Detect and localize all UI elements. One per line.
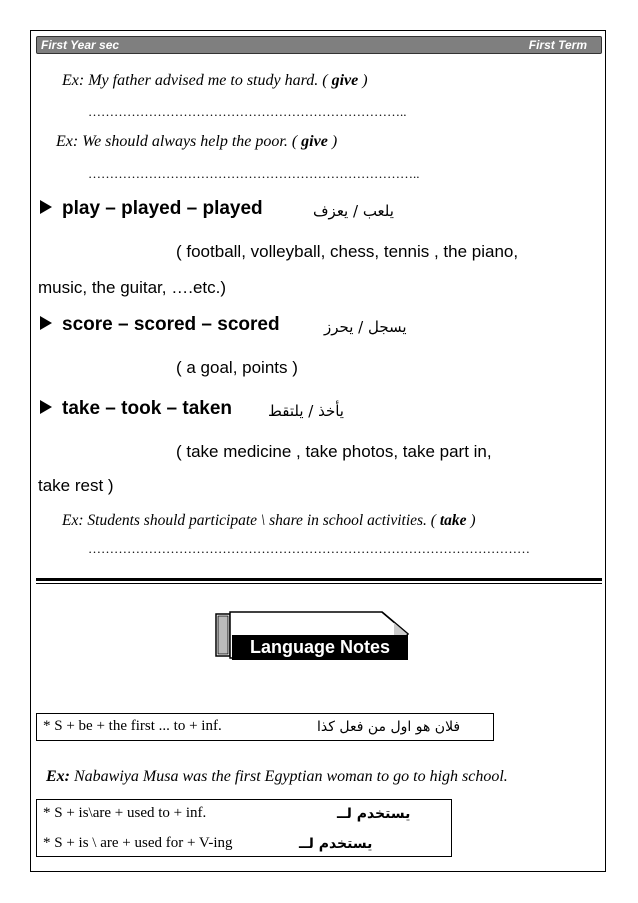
note-first-rule: * S + be + the first ... to + inf. [43, 718, 222, 734]
note-box-used [36, 799, 452, 857]
note-used-for-arabic: يستخدم لــ [299, 836, 373, 852]
example-take: Ex: Students should participate \ share in school activities. ( take ) [62, 512, 476, 529]
triangle-bullet-icon [40, 316, 52, 330]
header-year: First Year sec [41, 38, 120, 52]
verb-score-arabic: يسجل / يحرز [324, 318, 407, 336]
section-divider [36, 578, 602, 581]
verb-take-usage: ( take medicine , take photos, take part in, [176, 442, 492, 461]
example-take-verb: take [439, 512, 467, 529]
answer-line-1: ……………………………………………………………….. [88, 104, 407, 119]
verb-play-usage: ( football, volleyball, chess, tennis , the piano, [176, 242, 519, 261]
header-term: First Term [528, 38, 587, 52]
note-box-first [36, 713, 494, 741]
note-used-to-arabic: يستخدم لــ [337, 806, 411, 822]
header-bar [36, 36, 602, 54]
triangle-bullet-icon [40, 200, 52, 214]
triangle-bullet-icon [40, 400, 52, 414]
verb-play: play – played – played [40, 198, 263, 220]
verb-play-arabic: يلعب / يعزف [313, 202, 394, 220]
verb-play-usage-cont: music, the guitar, ….etc.) [38, 278, 227, 297]
example-2: Ex: We should always help the poor. ( give ) [56, 133, 338, 150]
verb-score-usage: ( a goal, points ) [176, 358, 298, 377]
section-divider-thin [36, 583, 602, 584]
example-label: Ex: [46, 768, 70, 785]
language-notes-title: Language Notes [232, 635, 408, 660]
answer-line-3: ………………………………………………………………………………………… [88, 541, 530, 556]
verb-score: score – scored – scored [40, 314, 280, 336]
note-used-for-row [37, 828, 451, 856]
answer-line-2: ………………………………………………………………….. [88, 166, 420, 181]
note-used-to-rule: * S + is\are + used to + inf. [43, 805, 207, 821]
example-nabawiya: Ex: Nabawiya Musa was the first Egyptian woman to go to high school. [46, 768, 508, 785]
verb-take-usage-cont: take rest ) [38, 476, 114, 495]
note-used-for-rule: * S + is \ are + used for + V-ing [43, 835, 233, 851]
verb-take: take – took – taken [40, 398, 232, 420]
verb-take-arabic: يأخذ / يلتقط [268, 402, 344, 420]
example-2-verb: give [301, 133, 328, 150]
example-1-verb: give [331, 72, 359, 89]
example-1: Ex: My father advised me to study hard. ( give ) [62, 72, 368, 89]
note-first-arabic: فلان هو اول من فعل كذا [317, 719, 461, 735]
